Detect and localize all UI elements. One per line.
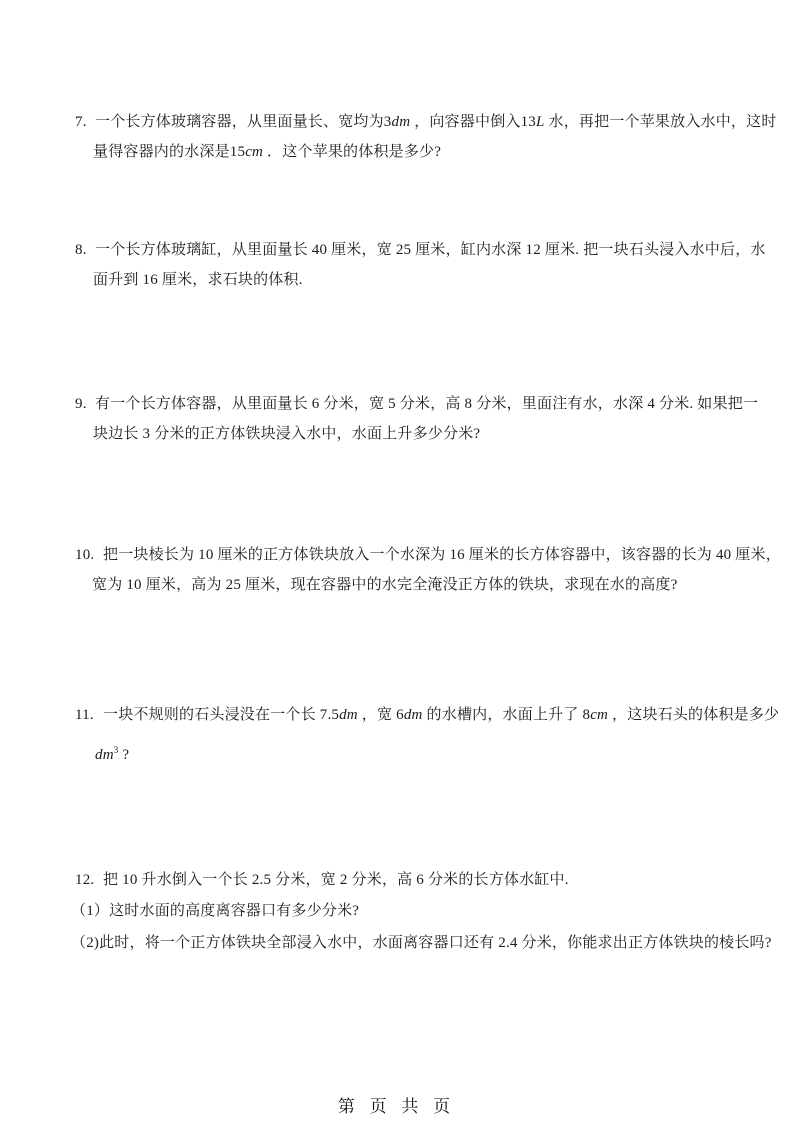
text-segment: 宽为 10 厘米，高为 25 厘米，现在容器中的水完全淹没正方体的铁块，求现在水的高度? [92, 577, 678, 593]
problem-7-line-1 [75, 112, 777, 132]
problem-11-line-1 [75, 705, 779, 725]
unit-text: dm [403, 707, 423, 723]
text-segment: 一个长方体玻璃缸，从里面量长 40 厘米，宽 25 厘米，缸内水深 12 厘米. 把一块石头浸入水中后，水 [95, 242, 766, 258]
problem-8-line-2 [93, 270, 303, 290]
unit-text: dm [391, 114, 411, 130]
unit-text: cm [245, 144, 264, 160]
superscript-text: 3 [113, 745, 119, 755]
problem-10-line-1 [75, 545, 781, 565]
unit-text: dm [339, 707, 358, 723]
text-segment: ．这个苹果的体积是多少? [263, 144, 442, 160]
problem-7-text-1 [95, 114, 777, 130]
text-segment: 有一个长方体容器，从里面量长 6 分米，宽 5 分米，高 8 分米，里面注有水，水深 4 分米. 如果把一 [95, 396, 759, 412]
page-footer: 第 页 共 页 [337, 1097, 456, 1116]
problem-7-text-2 [93, 144, 441, 160]
problem-8-line-1 [75, 240, 766, 260]
unit-text: cm [590, 707, 609, 723]
problem-8-number: 8. [75, 242, 87, 258]
text-segment: 量得容器内的水深是15 [93, 144, 246, 160]
problem-10-line-2 [92, 575, 677, 595]
text-segment: ，宽 6 [357, 707, 404, 723]
problem-12-number: 12. [75, 872, 95, 888]
text-segment: 面升到 16 厘米，求石块的体积. [93, 272, 303, 288]
problem-12-text-1 [103, 872, 569, 888]
problem-11-text-1 [103, 707, 779, 723]
problem-7-line-2 [93, 142, 441, 162]
text-segment: ，向容器中倒入13 [410, 114, 537, 130]
problem-12-subquestion-2 [71, 933, 772, 953]
problem-9-number: 9. [75, 396, 87, 412]
problem-12-text-3 [71, 935, 772, 951]
problem-10-text-1 [103, 547, 781, 563]
text-segment: 一块不规则的石头浸没在一个长 7.5 [103, 707, 340, 723]
text-segment: 把一块棱长为 10 厘米的正方体铁块放入一个水深为 16 厘米的长方体容器中，该容器的长为 40 厘米， [103, 547, 781, 563]
text-segment: 把 10 升水倒入一个长 2.5 分米，宽 2 分米，高 6 分米的长方体水缸中. [103, 872, 569, 888]
problem-10-text-2 [92, 577, 677, 593]
problem-8-text-2 [93, 272, 303, 288]
problem-10-number: 10. [75, 547, 95, 563]
text-segment: ? [118, 747, 130, 763]
text-segment: 的水槽内，水面上升了 8 [422, 707, 591, 723]
problem-11-number: 11. [75, 707, 94, 723]
text-segment: 水，再把一个苹果放入水中，这时 [544, 114, 777, 130]
problem-8-text-1 [95, 242, 766, 258]
text-segment: 一个长方体玻璃容器，从里面量长、宽均为3 [95, 114, 392, 130]
text-segment: ，这块石头的体积是多少 [608, 707, 780, 723]
problem-7-number: 7. [75, 114, 87, 130]
problem-9-line-2 [93, 424, 480, 444]
text-segment: （1）这时水面的高度离容器口有多少分米? [71, 903, 360, 919]
problem-12-line-1 [75, 870, 569, 890]
unit-text: dm [95, 747, 114, 763]
problem-11-line-2 [95, 740, 129, 765]
problem-12-subquestion-1 [71, 901, 359, 921]
problem-9-text-1 [95, 396, 758, 412]
text-segment: 块边长 3 分米的正方体铁块浸入水中，水面上升多少分米? [93, 426, 481, 442]
problem-9-text-2 [93, 426, 480, 442]
problem-12-text-2 [71, 903, 359, 919]
text-segment: （2)此时，将一个正方体铁块全部浸入水中，水面离容器口还有 2.4 分米，你能求出正方体铁块的棱长吗? [71, 935, 772, 951]
unit-text: L [536, 114, 545, 130]
problem-9-line-1 [75, 394, 758, 414]
problem-11-text-2 [95, 747, 129, 763]
